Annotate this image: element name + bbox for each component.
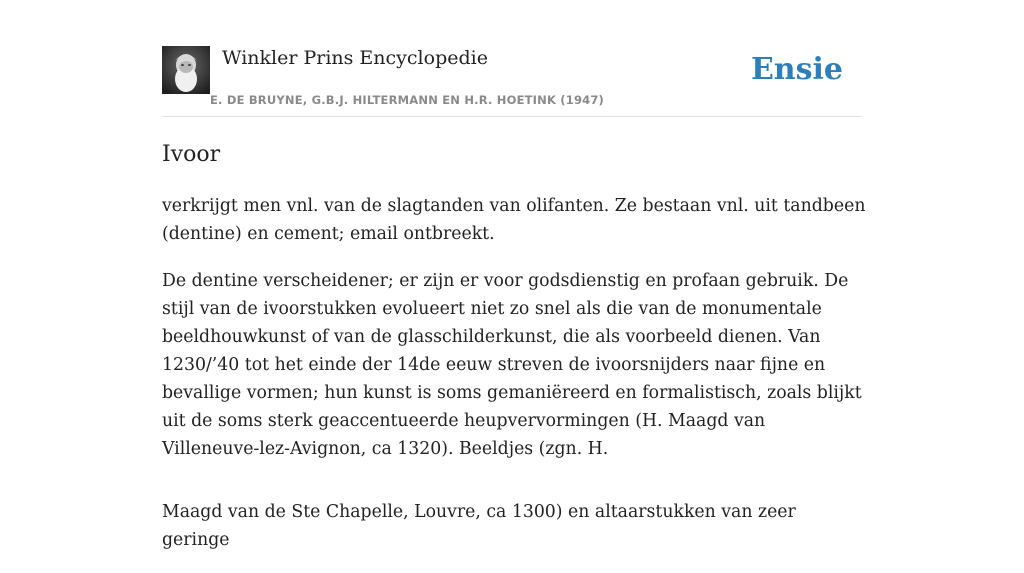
- author-avatar[interactable]: [162, 46, 210, 94]
- brand-logo[interactable]: Ensie: [750, 52, 843, 87]
- source-title[interactable]: Winkler Prins Encyclopedie: [222, 47, 488, 69]
- entry-title: Ivoor: [162, 142, 221, 167]
- source-authors: E. DE BRUYNE, G.B.J. HILTERMANN EN H.R. HOETINK (1947): [210, 93, 605, 107]
- paragraph: verkrijgt men vnl. van de slagtanden van olifanten. Ze bestaan vnl. uit tandbeen (dentine) en cement; email ontbreekt.: [162, 196, 866, 244]
- paragraph: De dentine verscheidener; er zijn er voor godsdienstig en profaan gebruik. De stijl van de ivoorstukken evolueert niet zo snel als die van de monumentale beeldhouwkunst of van de glasschilderkunst, die als voorbeeld dienen. Van 1230/’40 tot het einde der 14de eeuw streven de ivoorsnijders naar fijne en bevallige vormen; hun kunst is soms gemaniëreerd en formalistisch, zoals blijkt uit de soms sterk geaccentueerde heupvervormingen (H. Maagd van Villeneuve-lez-Avignon, ca 1320). Beeldjes (zgn. H.: [162, 271, 862, 459]
- paragraph: Maagd van de Ste Chapelle, Louvre, ca 1300) en altaarstukken van zeer geringe: [162, 502, 796, 550]
- portrait-photo-icon: [162, 46, 210, 94]
- source-header: [162, 46, 862, 117]
- entry-body: [162, 192, 867, 573]
